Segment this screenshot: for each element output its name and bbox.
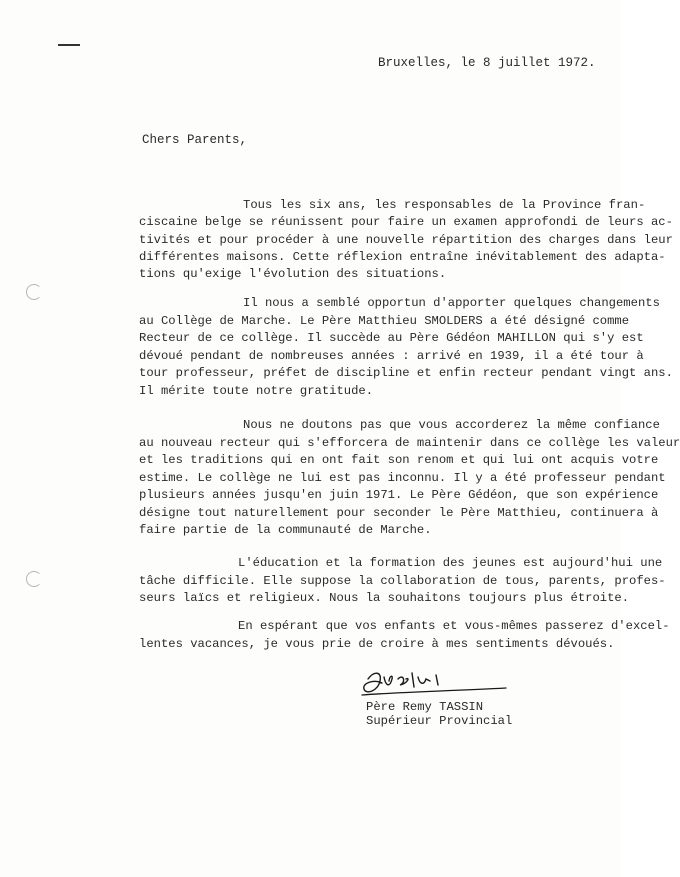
body-line: différentes maisons. Cette réflexion entraîne inévitablement des adapta- [139, 250, 666, 264]
body-line: En espérant que vos enfants et vous-mêmes passerez d'excel- [238, 619, 670, 633]
margin-dash [58, 44, 80, 46]
body-line: Tous les six ans, les responsables de la Province fran- [243, 198, 646, 212]
body-line: Recteur de ce collège. Il succède au Père Gédéon MAHILLON qui s'y est [139, 331, 644, 345]
signatory-name: Père Remy TASSIN [366, 700, 484, 714]
body-line: dévoué pendant de nombreuses années : arrivé en 1939, il a été tour à [139, 349, 644, 363]
letter-date: Bruxelles, le 8 juillet 1972. [378, 56, 596, 70]
signatory-title: Supérieur Provincial [366, 714, 513, 728]
body-line: au nouveau recteur qui s'efforcera de maintenir dans ce collège les valeur [139, 436, 680, 450]
body-line: Il mérite toute notre gratitude. [139, 384, 374, 398]
body-line: désigne tout naturellement pour seconder le Père Matthieu, continuera à [139, 506, 659, 520]
body-line: faire partie de la communauté de Marche. [139, 523, 432, 537]
body-line: tions qu'exige l'évolution des situations. [139, 267, 447, 281]
body-line: et les traditions qui en ont fait son renom et qui lui ont acquis votre [139, 453, 659, 467]
body-line: tivités et pour procéder à une nouvelle répartition des charges dans leur [139, 233, 673, 247]
handwritten-signature [360, 665, 510, 703]
body-line: lentes vacances, je vous prie de croire à mes sentiments dévoués. [139, 637, 615, 651]
punch-hole-mark [26, 571, 42, 587]
body-line: tour professeur, préfet de discipline et enfin recteur pendant vingt ans. [139, 366, 673, 380]
body-line: Nous ne doutons pas que vous accorderez la même confiance [243, 418, 660, 432]
body-line: tâche difficile. Elle suppose la collaboration de tous, parents, profes- [139, 574, 666, 588]
body-line: plusieurs années jusqu'en juin 1971. Le Père Gédéon, que son expérience [139, 488, 659, 502]
body-line: L'éducation et la formation des jeunes est aujourd'hui une [238, 556, 663, 570]
body-line: Il nous a semblé opportun d'apporter quelques changements [243, 296, 660, 310]
punch-hole-mark [26, 284, 42, 300]
salutation: Chers Parents, [142, 133, 248, 147]
body-line: au Collège de Marche. Le Père Matthieu SMOLDERS a été désigné comme [139, 314, 630, 328]
body-line: estime. Le collège ne lui est pas inconnu. Il y a été professeur pendant [139, 471, 666, 485]
body-line: seurs laïcs et religieux. Nous la souhaitons toujours plus étroite. [139, 591, 630, 605]
body-line: ciscaine belge se réunissent pour faire un examen approfondi de leurs ac- [139, 215, 673, 229]
